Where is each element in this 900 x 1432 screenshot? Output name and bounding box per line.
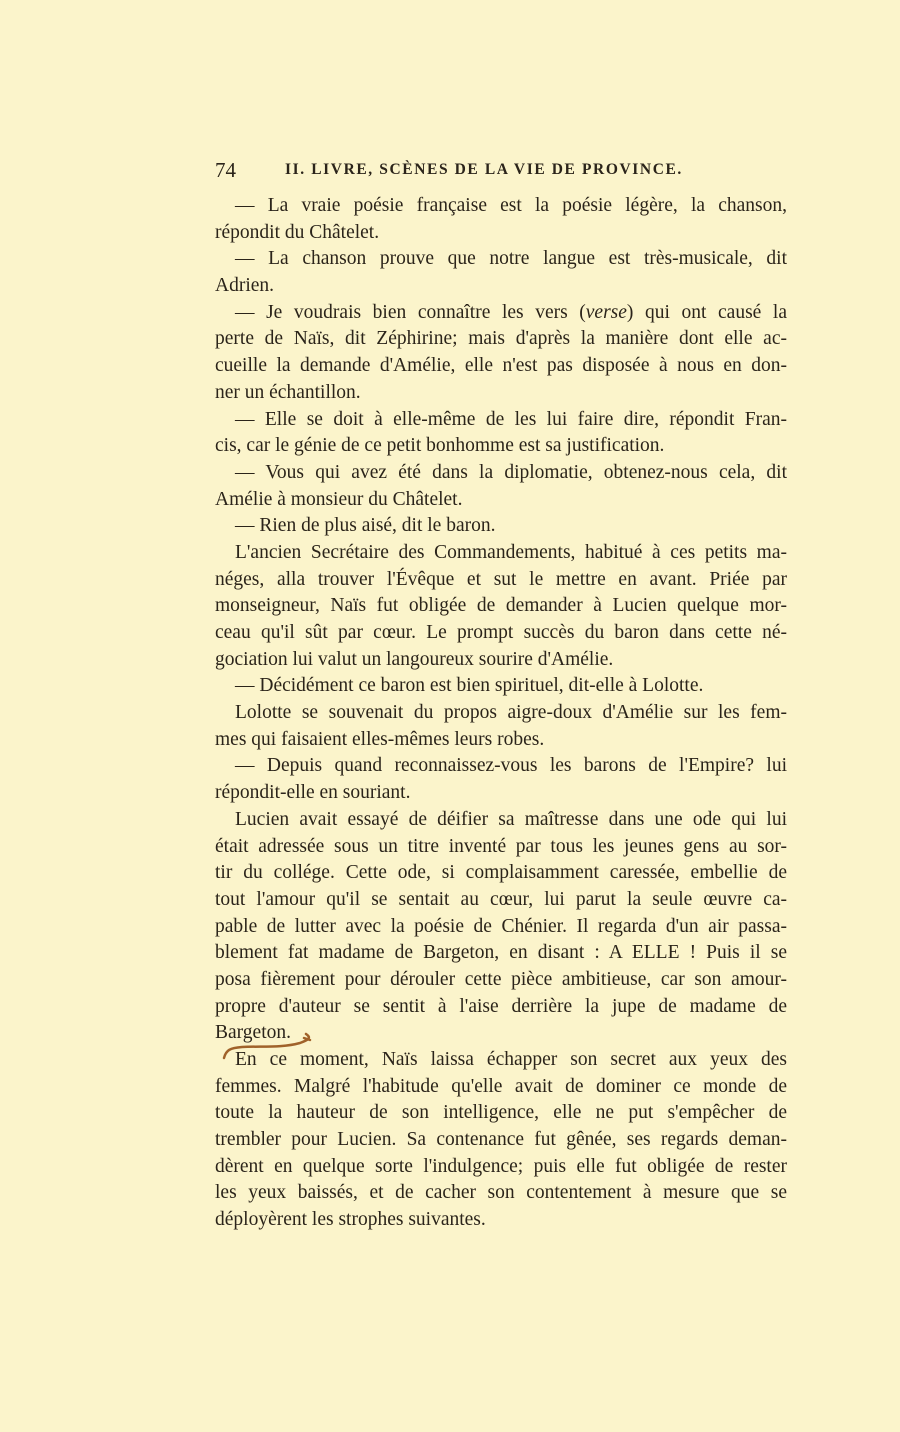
text-line: tout l'amour qu'il se sentait au cœur, lui parut la seule œuvre ca-: [215, 888, 787, 910]
text-line: propre d'auteur se sentit à l'aise derrière la jupe de madame de: [215, 995, 787, 1017]
text-line: En ce moment, Naïs laissa échapper son secret aux yeux des: [235, 1049, 787, 1070]
text-line: perte de Naïs, dit Zéphirine; mais d'après la manière dont elle ac-: [215, 328, 787, 350]
handwritten-paragraph-mark-icon: [222, 1028, 322, 1068]
text-line: Lolotte se souvenait du propos aigre-doux d'Amélie sur les fem-: [235, 702, 787, 724]
text-line: répondit-elle en souriant.: [215, 782, 411, 804]
text-line: monseigneur, Naïs fut obligée de demander à Lucien quelque mor-: [215, 595, 787, 617]
text-line: — Vous qui avez été dans la diplomatie, obtenez-nous cela, dit: [235, 461, 787, 483]
page-header: [215, 158, 787, 186]
text-line: dèrent en quelque sorte l'indulgence; puis elle fut obligée de rester: [215, 1155, 787, 1177]
text-line: cis, car le génie de ce petit bonhomme est sa justification.: [215, 435, 665, 457]
text-line: déployèrent les strophes suivantes.: [215, 1209, 486, 1231]
italic-word: verse: [585, 301, 627, 323]
text-line: — La vraie poésie française est la poésie légère, la chanson,: [235, 195, 787, 216]
text-line: — Rien de plus aisé, dit le baron.: [235, 515, 496, 537]
text-line: cueille la demande d'Amélie, elle n'est pas disposée à nous en don-: [215, 355, 787, 377]
text-line: néges, alla trouver l'Évêque et sut le mettre en avant. Priée par: [215, 568, 787, 590]
text-line: — Depuis quand reconnaissez-vous les barons de l'Empire? lui: [235, 755, 787, 777]
text-line: gociation lui valut un langoureux sourire d'Amélie.: [215, 648, 614, 670]
text-line: était adressée sous un titre inventé par tous les jeunes gens au sor-: [215, 835, 787, 857]
running-title: II. LIVRE, SCÈNES DE LA VIE DE PROVINCE.: [285, 161, 683, 178]
text-line: ceau qu'il sût par cœur. Le prompt succès du baron dans cette né-: [215, 622, 787, 643]
text-line: posa fièrement pour dérouler cette pièce ambitieuse, car son amour-: [215, 968, 787, 990]
text-line: Bargeton.: [215, 1022, 292, 1044]
text-segment: — Je voudrais bien connaître les vers (: [235, 301, 586, 323]
text-segment: ) qui ont causé la: [626, 301, 787, 323]
text-line: mes qui faisaient elles-mêmes leurs robes.: [215, 728, 545, 750]
text-line: Lucien avait essayé de déifier sa maîtresse dans une ode qui lui: [235, 808, 787, 830]
text-line: — La chanson prouve que notre langue est très-musicale, dit: [235, 248, 787, 270]
text-line: — Décidément ce baron est bien spirituel, dit-elle à Lolotte.: [235, 675, 704, 697]
text-line: pable de lutter avec la poésie de Chénier. Il regarda d'un air passa-: [215, 915, 787, 937]
text-line: les yeux baissés, et de cacher son contentement à mesure que se: [215, 1182, 787, 1204]
text-line: — Elle se doit à elle-même de les lui faire dire, répondit Fran-: [235, 408, 787, 430]
text-line: toute la hauteur de son intelligence, elle ne put s'empêcher de: [215, 1102, 787, 1124]
text-line: Adrien.: [215, 275, 275, 297]
text-line: L'ancien Secrétaire des Commandements, habitué à ces petits ma-: [235, 541, 787, 563]
text-line: femmes. Malgré l'habitude qu'elle avait de dominer ce monde de: [215, 1075, 787, 1097]
text-line: [215, 300, 787, 327]
body-text: [215, 193, 787, 1234]
text-line: ner un échantillon.: [215, 381, 361, 403]
text-line: tir du collége. Cette ode, si complaisamment caressée, embellie de: [215, 862, 787, 884]
text-line: blement fat madame de Bargeton, en disant : A ELLE ! Puis il se: [215, 942, 787, 964]
text-line: Amélie à monsieur du Châtelet.: [215, 488, 463, 510]
text-line: répondit du Châtelet.: [215, 221, 380, 243]
text-line: trembler pour Lucien. Sa contenance fut gênée, ses regards deman-: [215, 1129, 787, 1151]
page-number: 74: [215, 158, 236, 182]
